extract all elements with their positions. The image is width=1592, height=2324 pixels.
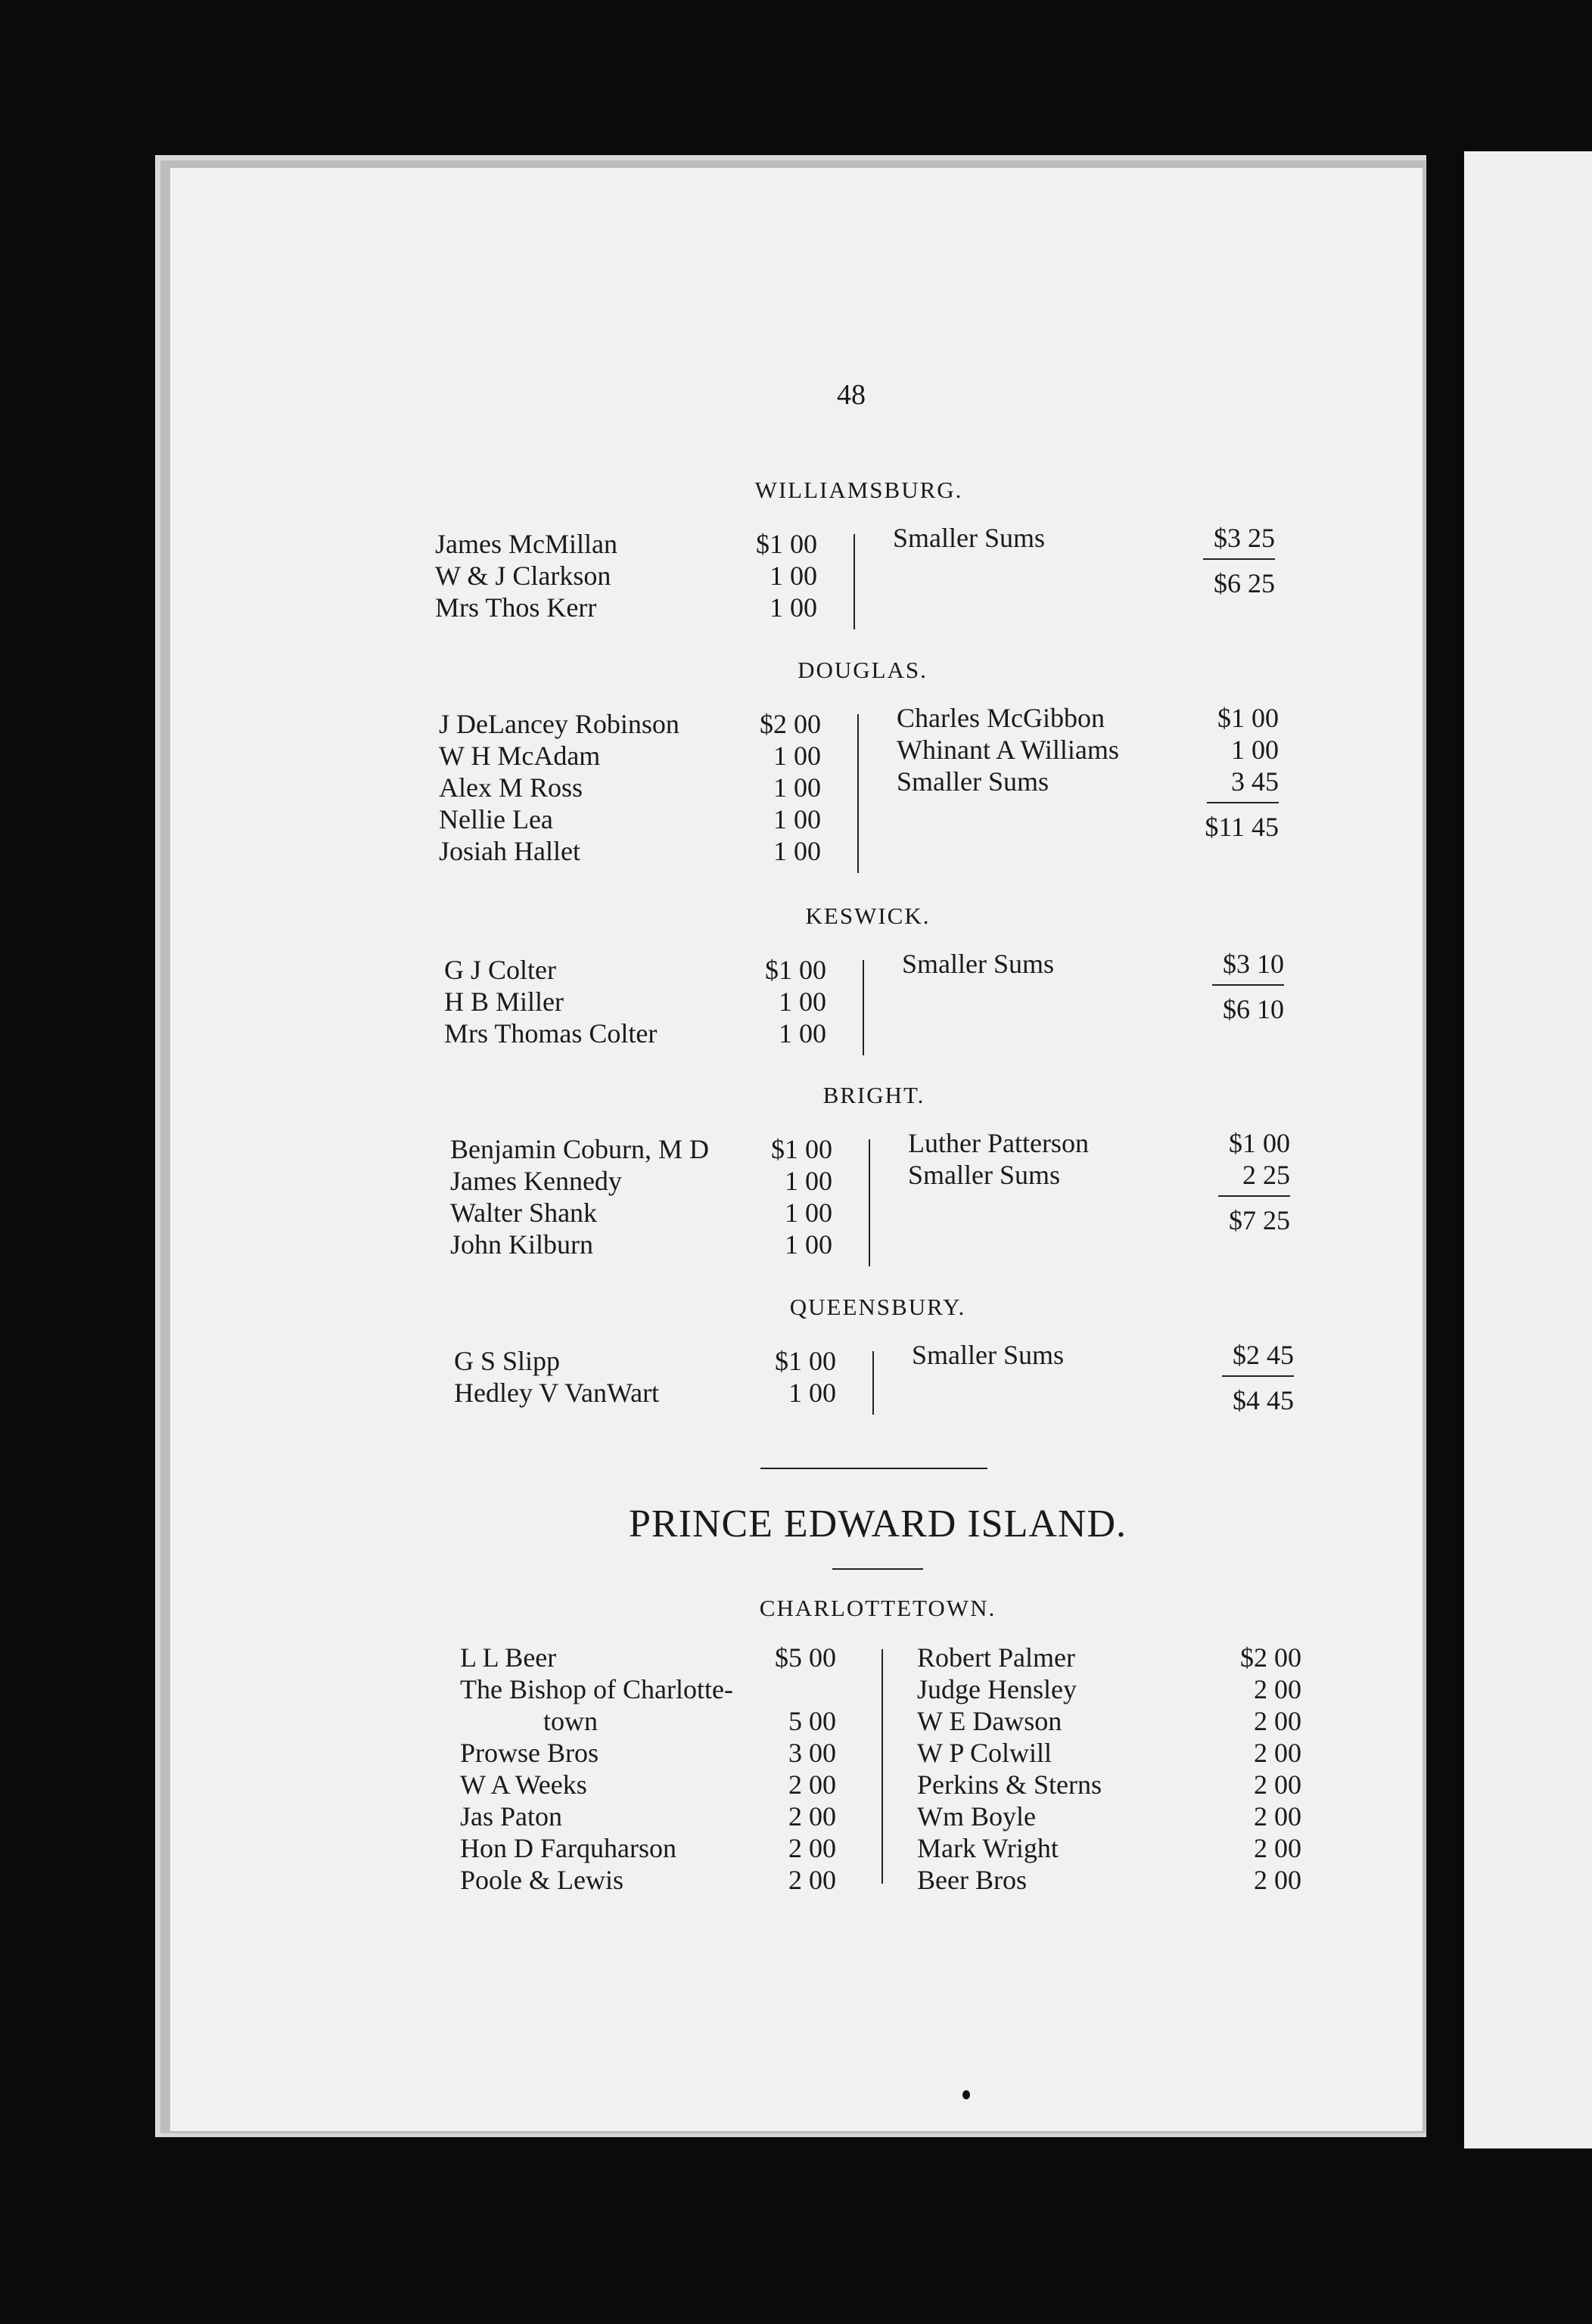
donor-amount: 2 00 xyxy=(1254,1706,1301,1736)
donor-name: G S Slipp xyxy=(454,1346,561,1376)
total-rule xyxy=(1222,1375,1294,1377)
donor-amount: 2 00 xyxy=(1254,1865,1301,1895)
donor-name: W E Dawson xyxy=(917,1706,1062,1736)
donor-amount: 1 00 xyxy=(779,986,826,1017)
donor-name: Perkins & Sterns xyxy=(917,1769,1102,1800)
donor-amount: $5 00 xyxy=(775,1642,836,1673)
column-rule xyxy=(854,534,855,629)
section-title: BRIGHT. xyxy=(822,1082,925,1108)
donor-name: Luther Patterson xyxy=(908,1128,1089,1158)
total-rule xyxy=(1218,1195,1290,1197)
total-rule xyxy=(1203,558,1275,560)
donor-name: Wm Boyle xyxy=(917,1801,1036,1832)
section-divider xyxy=(760,1468,987,1469)
donor-name: John Kilburn xyxy=(450,1229,593,1260)
donor-amount: $1 00 xyxy=(1229,1128,1290,1158)
donor-name: Mrs Thos Kerr xyxy=(435,592,597,623)
donor-amount: 1 00 xyxy=(770,592,817,623)
donor-amount: 3 00 xyxy=(788,1738,836,1768)
donor-name: Jas Paton xyxy=(460,1801,562,1832)
page-mark-dot xyxy=(962,2090,970,2099)
donor-amount: $1 00 xyxy=(771,1134,832,1164)
donor-amount: 2 00 xyxy=(1254,1769,1301,1800)
donor-name: W H McAdam xyxy=(439,741,601,771)
donor-amount: 1 00 xyxy=(770,561,817,591)
page-number: 48 xyxy=(837,379,866,411)
donor-name: James McMillan xyxy=(435,529,617,559)
section-total: $7 25 xyxy=(1229,1205,1290,1235)
donor-name: Whinant A Williams xyxy=(897,735,1119,765)
section-total: $6 25 xyxy=(1214,568,1275,598)
donor-name: Hedley V VanWart xyxy=(454,1378,660,1408)
donor-amount: 2 00 xyxy=(1254,1801,1301,1832)
donor-name: W P Colwill xyxy=(917,1738,1053,1768)
donor-amount: $1 00 xyxy=(765,955,826,985)
donor-amount: 1 00 xyxy=(788,1378,836,1408)
donor-name: Smaller Sums xyxy=(893,523,1046,553)
donor-amount: $3 10 xyxy=(1223,949,1284,979)
donor-name: J DeLancey Robinson xyxy=(439,709,679,739)
donor-amount: $2 00 xyxy=(1240,1642,1301,1673)
donor-amount: 2 00 xyxy=(788,1833,836,1863)
donor-name: town xyxy=(543,1706,598,1736)
facing-page-edge xyxy=(1464,151,1592,2148)
donor-name: Beer Bros xyxy=(917,1865,1027,1895)
column-rule xyxy=(863,960,864,1055)
donor-name: Robert Palmer xyxy=(917,1642,1075,1673)
donor-name: Mrs Thomas Colter xyxy=(444,1018,658,1049)
donor-amount: 2 00 xyxy=(788,1865,836,1895)
donor-name: Charles McGibbon xyxy=(897,703,1105,733)
donor-amount: 2 00 xyxy=(1254,1674,1301,1704)
donor-amount: $1 00 xyxy=(756,529,817,559)
column-rule xyxy=(869,1139,870,1266)
section-total: $6 10 xyxy=(1223,994,1284,1024)
donor-name: W A Weeks xyxy=(460,1769,587,1800)
donor-name: Walter Shank xyxy=(450,1198,598,1228)
donor-amount: 2 00 xyxy=(1254,1738,1301,1768)
donor-name: Smaller Sums xyxy=(912,1340,1065,1370)
donor-amount: 2 00 xyxy=(788,1801,836,1832)
donor-name: Smaller Sums xyxy=(902,949,1055,979)
donor-name: James Kennedy xyxy=(450,1166,622,1196)
donor-amount: 1 00 xyxy=(785,1198,832,1228)
donor-name: Poole & Lewis xyxy=(460,1865,623,1895)
donor-amount: 1 00 xyxy=(773,741,821,771)
section-total: $11 45 xyxy=(1205,812,1279,842)
donor-amount: $3 25 xyxy=(1214,523,1275,553)
donor-amount: 1 00 xyxy=(785,1166,832,1196)
donor-name: Josiah Hallet xyxy=(439,836,580,866)
title-underline xyxy=(832,1568,923,1570)
section-title: DOUGLAS. xyxy=(798,657,928,683)
donor-name: Smaller Sums xyxy=(897,766,1049,797)
donor-amount: 5 00 xyxy=(788,1706,836,1736)
section-title: KESWICK. xyxy=(805,903,931,929)
total-rule xyxy=(1207,802,1279,803)
donor-amount: 2 00 xyxy=(788,1769,836,1800)
donor-amount: $1 00 xyxy=(775,1346,836,1376)
donor-amount: $1 00 xyxy=(1217,703,1279,733)
donor-name: L L Beer xyxy=(460,1642,557,1673)
donor-name: Mark Wright xyxy=(917,1833,1059,1863)
province-title: PRINCE EDWARD ISLAND. xyxy=(629,1502,1127,1546)
donor-name: The Bishop of Charlotte- xyxy=(460,1674,733,1704)
section-title: CHARLOTTETOWN. xyxy=(759,1595,997,1621)
donor-name: Prowse Bros xyxy=(460,1738,599,1768)
donor-amount: $2 45 xyxy=(1233,1340,1294,1370)
donor-amount: 2 25 xyxy=(1242,1160,1290,1190)
donor-amount: 2 00 xyxy=(1254,1833,1301,1863)
donor-amount: 1 00 xyxy=(1231,735,1279,765)
donor-name: G J Colter xyxy=(444,955,556,985)
column-rule xyxy=(872,1351,874,1415)
donor-amount: 1 00 xyxy=(779,1018,826,1049)
donor-name: Judge Hensley xyxy=(917,1674,1077,1704)
donor-name: Alex M Ross xyxy=(439,772,583,803)
donor-name: H B Miller xyxy=(444,986,564,1017)
donor-name: Nellie Lea xyxy=(439,804,553,834)
donor-amount: 3 45 xyxy=(1231,766,1279,797)
donor-amount: 1 00 xyxy=(773,804,821,834)
column-rule xyxy=(857,714,859,873)
section-total: $4 45 xyxy=(1233,1385,1294,1415)
donor-amount: 1 00 xyxy=(785,1229,832,1260)
donor-name: Hon D Farquharson xyxy=(460,1833,676,1863)
donor-amount: 1 00 xyxy=(773,772,821,803)
donor-name: Smaller Sums xyxy=(908,1160,1061,1190)
donor-amount: 1 00 xyxy=(773,836,821,866)
section-title: WILLIAMSBURG. xyxy=(754,477,963,503)
column-rule xyxy=(882,1649,883,1884)
donor-amount: $2 00 xyxy=(760,709,821,739)
donor-name: W & J Clarkson xyxy=(435,561,611,591)
section-title: QUEENSBURY. xyxy=(789,1294,966,1320)
donor-name: Benjamin Coburn, M D xyxy=(450,1134,709,1164)
total-rule xyxy=(1212,984,1284,986)
